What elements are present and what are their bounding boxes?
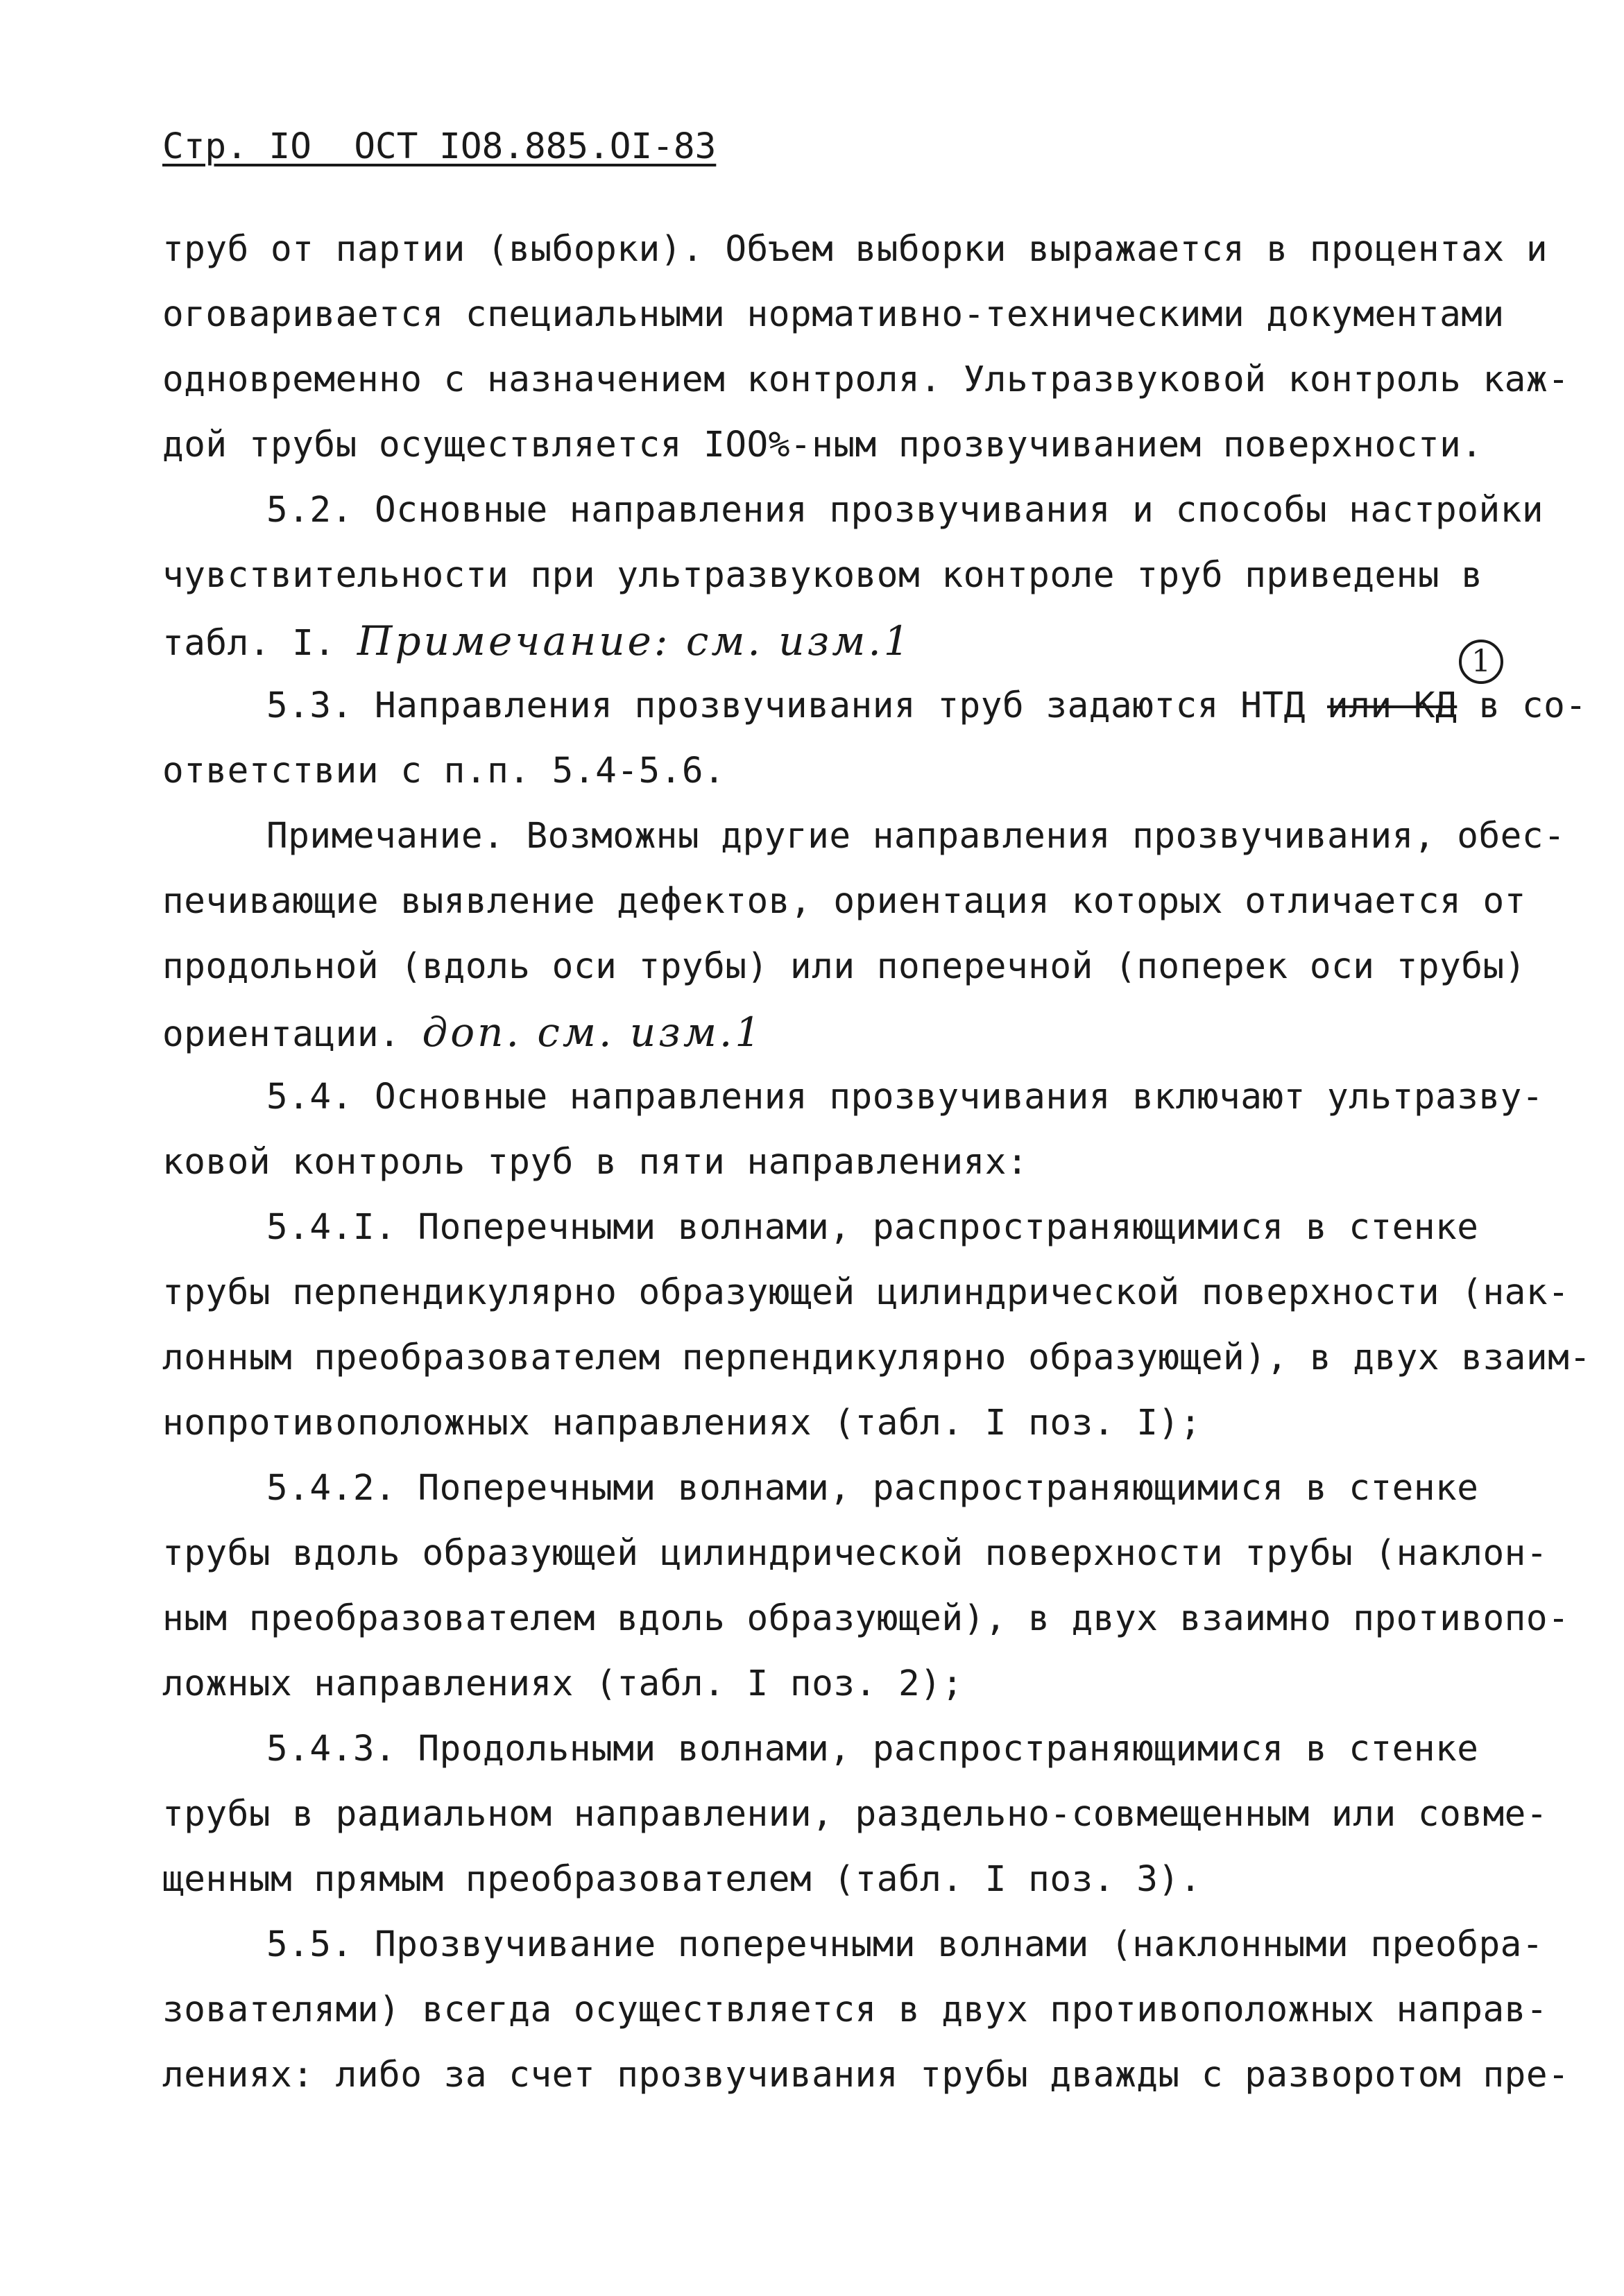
- text-line: ложных направлениях (табл. I поз. 2);: [162, 1663, 964, 1704]
- text-span: в со-: [1457, 685, 1587, 726]
- text-span: ориентации.: [162, 1014, 401, 1055]
- text-line: [266, 685, 1587, 727]
- text-span: 5.3. Направления прозвучивания труб задаются НТД: [266, 685, 1306, 726]
- text-line: 5.4. Основные направления прозвучивания включают ультразву-: [266, 1077, 1544, 1117]
- text-line: одновременно с назначением контроля. Ультразвуковой контроль каж-: [162, 359, 1570, 400]
- handwritten-note: доп. см. изм.1: [422, 1009, 764, 1056]
- text-line: трубы в радиальном направлении, раздельно-совмещенным или совме-: [162, 1794, 1548, 1835]
- text-line: ответствии с п.п. 5.4-5.6.: [162, 751, 726, 791]
- text-line: печивающие выявление дефектов, ориентация которых отличается от: [162, 881, 1526, 922]
- text-line: труб от партии (выборки). Объем выборки выражается в процентах и: [162, 229, 1548, 270]
- text-line: 5.4.3. Продольными волнами, распространяющимися в стенке: [266, 1729, 1479, 1770]
- text-line: оговаривается специальными нормативно-техническими документами: [162, 294, 1505, 335]
- text-line: дой трубы осуществляется IOO%-ным прозвучиванием поверхности.: [162, 425, 1483, 465]
- margin-revision-mark: 1: [1459, 640, 1503, 684]
- text-line: 5.5. Прозвучивание поперечными волнами (наклонными преобра-: [266, 1924, 1544, 1965]
- text-line: щенным прямым преобразователем (табл. I поз. 3).: [162, 1859, 1202, 1900]
- text-line: 5.2. Основные направления прозвучивания и способы настройки: [266, 490, 1544, 531]
- text-line: чувствительности при ультразвуковом контроле труб приведены в: [162, 555, 1483, 596]
- text-line: Примечание. Возможны другие направления прозвучивания, обес-: [266, 816, 1566, 857]
- text-line: зователями) всегда осуществляется в двух противоположных направ-: [162, 1989, 1548, 2030]
- strikethrough-text: или КД: [1327, 685, 1458, 726]
- page-header: Стр. IO ОСТ IO8.885.OI-83: [162, 126, 717, 167]
- text-line: продольной (вдоль оси трубы) или поперечной (поперек оси трубы): [162, 946, 1526, 987]
- text-line: лениях: либо за счет прозвучивания трубы дважды с разворотом пре-: [162, 2055, 1570, 2096]
- text-line: ковой контроль труб в пяти направлениях:: [162, 1142, 1029, 1183]
- text-line: трубы перпендикулярно образующей цилиндрической поверхности (нак-: [162, 1272, 1570, 1313]
- text-line: 5.4.I. Поперечными волнами, распространяющимися в стенке: [266, 1207, 1479, 1248]
- text-line: лонным преобразователем перпендикулярно образующей), в двух взаим-: [162, 1337, 1591, 1378]
- handwritten-note: Примечание: см. изм.1: [357, 617, 912, 665]
- text-line: ным преобразователем вдоль образующей), в двух взаимно противопо-: [162, 1598, 1570, 1639]
- text-line: [162, 1011, 763, 1056]
- text-line: нопротивоположных направлениях (табл. I поз. I);: [162, 1403, 1202, 1443]
- text-span: табл. I.: [162, 623, 336, 664]
- text-line: трубы вдоль образующей цилиндрической поверхности трубы (наклон-: [162, 1533, 1548, 1574]
- text-line: 5.4.2. Поперечными волнами, распространяющимися в стенке: [266, 1468, 1479, 1509]
- text-line: [162, 617, 912, 665]
